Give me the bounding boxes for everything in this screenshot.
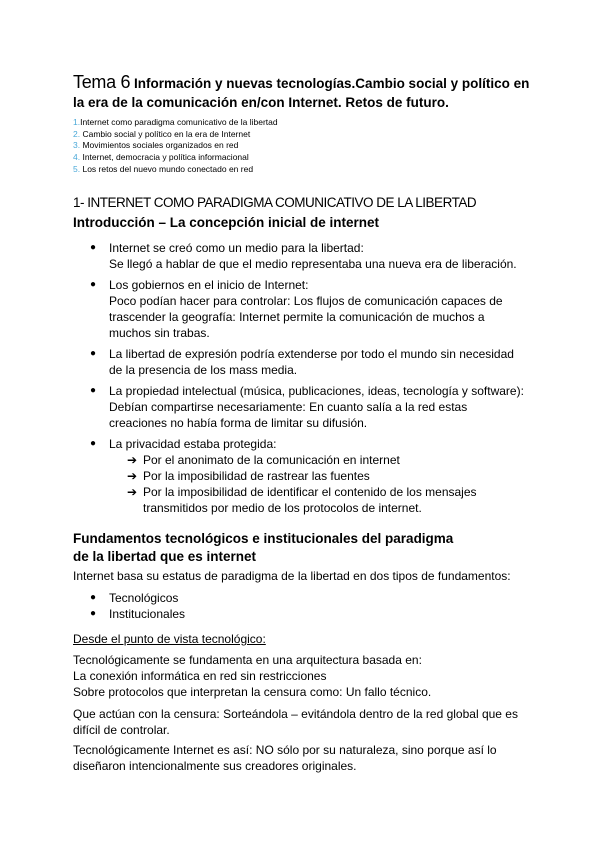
arrow-right-icon: ➔: [127, 469, 138, 483]
toc-number: 1.: [73, 117, 81, 127]
bullet-dot-icon: ●: [90, 608, 97, 619]
bullet-line: Tecnológicos: [109, 591, 179, 605]
toc-text: Cambio social y político en la era de Internet: [82, 128, 251, 139]
bullet-item: [73, 240, 543, 272]
bullet-line: muchos sin trabas.: [109, 326, 210, 340]
toc-item[interactable]: [73, 140, 543, 152]
bullet-item: [73, 436, 543, 452]
paragraph-line: Tecnológicamente Internet es así: NO sólo por su naturaleza, sino porque así lo: [73, 743, 497, 757]
bullet-line: Internet se creó como un medio para la libertad:: [109, 241, 364, 255]
intro-paragraph: Internet basa su estatus de paradigma de la libertad en dos tipos de fundamentos:: [73, 569, 511, 583]
bullet-line: Los gobiernos en el inicio de Internet:: [109, 278, 309, 292]
toc-number: 4.: [73, 152, 81, 163]
paragraph-line: Que actúan con la censura: Sorteándola – evitándola dentro de la red global que es: [73, 707, 518, 721]
bullet-dot-icon: ●: [90, 385, 97, 396]
arrow-right-icon: ➔: [127, 453, 138, 467]
arrow-right-icon: ➔: [127, 485, 138, 499]
toc-text: Internet, democracia y política informacional: [82, 152, 249, 163]
paragraph: [73, 652, 543, 700]
toc-item[interactable]: [73, 129, 543, 141]
toc-item[interactable]: [73, 117, 543, 129]
section-heading: 1- INTERNET COMO PARADIGMA COMUNICATIVO DE LA LIBERTAD: [73, 195, 477, 210]
sub-bullet-item: [73, 452, 543, 468]
paragraph-line: Tecnológicamente se fundamenta en una arquitectura basada en:: [73, 653, 422, 667]
bullet-item: [73, 606, 543, 622]
paragraph: [73, 706, 543, 738]
bullet-dot-icon: ●: [90, 348, 97, 359]
bullet-line: La privacidad estaba protegida:: [109, 437, 277, 451]
toc-item[interactable]: [73, 164, 543, 176]
bullet-line: trascender la geografía: Internet permite la comunicación de muchos a: [109, 310, 485, 324]
bullet-item: [73, 277, 543, 341]
toc-text: Movimientos sociales organizados en red: [82, 140, 239, 151]
title-line-1: Información y nuevas tecnologías.Cambio social y político en: [134, 76, 530, 91]
sub-bullet-line: Por la imposibilidad de identificar el contenido de los mensajes: [143, 485, 477, 499]
bullet-line: Institucionales: [109, 607, 186, 621]
bullet-dot-icon: ●: [90, 592, 97, 603]
bullet-dot-icon: ●: [90, 438, 97, 449]
sub-bullet-item: [73, 468, 543, 484]
paragraph-line: Sobre protocolos que interpretan la censura como: Un fallo técnico.: [73, 685, 432, 699]
bullet-item: [73, 346, 543, 378]
bullet-item: [73, 383, 543, 431]
title-line-2: la era de la comunicación en/con Internet. Retos de futuro.: [73, 95, 449, 110]
bullet-dot-icon: ●: [90, 242, 97, 253]
toc-number: 3.: [73, 140, 81, 151]
bullet-line: de la presencia de los mass media.: [109, 363, 298, 377]
bullet-line: La libertad de expresión podría extenderse por todo el mundo sin necesidad: [109, 347, 514, 361]
table-of-contents: [73, 117, 543, 176]
bullet-line: Se llegó a hablar de que el medio representaba una nueva era de liberación.: [109, 257, 517, 271]
paragraph-line: La conexión informática en red sin restricciones: [73, 669, 327, 683]
toc-item[interactable]: [73, 152, 543, 164]
paragraph: [73, 742, 543, 774]
section-subheading-2: [73, 530, 543, 566]
tema-label: Tema 6: [73, 72, 131, 92]
sub-bullet-line: Por la imposibilidad de rastrear las fuentes: [143, 469, 370, 483]
bullet-list: [73, 240, 543, 516]
bullet-line: La propiedad intelectual (música, publicaciones, ideas, tecnología y software):: [109, 384, 524, 398]
document-title: [73, 73, 543, 112]
subheading-line: de la libertad que es internet: [73, 549, 257, 564]
underlined-heading: Desde el punto de vista tecnológico:: [73, 632, 266, 646]
bullet-line: Debían compartirse necesariamente: En cuanto salía a la red estas: [109, 400, 468, 414]
sub-bullet-line: Por el anonimato de la comunicación en internet: [143, 453, 400, 467]
toc-number: 2.: [73, 128, 81, 139]
bullet-dot-icon: ●: [90, 279, 97, 290]
bullet-item: [73, 590, 543, 606]
paragraph-line: difícil de controlar.: [73, 723, 170, 737]
sub-bullet-line: transmitidos por medio de los protocolos de internet.: [143, 501, 422, 515]
toc-text: Los retos del nuevo mundo conectado en red: [82, 163, 254, 174]
subheading-line: Fundamentos tecnológicos e institucionales del paradigma: [73, 531, 454, 546]
bullet-line: creaciones no había forma de limitar su difusión.: [109, 416, 368, 430]
sub-bullet-item: [73, 484, 543, 516]
section-subheading: Introducción – La concepción inicial de internet: [73, 215, 380, 230]
paragraph-line: diseñaron intencionalmente sus creadores originales.: [73, 759, 357, 773]
bullet-line: Poco podían hacer para controlar: Los flujos de comunicación capaces de: [109, 294, 503, 308]
toc-number: 5.: [73, 163, 81, 174]
toc-text: Internet como paradigma comunicativo de la libertad: [80, 117, 278, 127]
fundamentos-list: [73, 590, 543, 622]
